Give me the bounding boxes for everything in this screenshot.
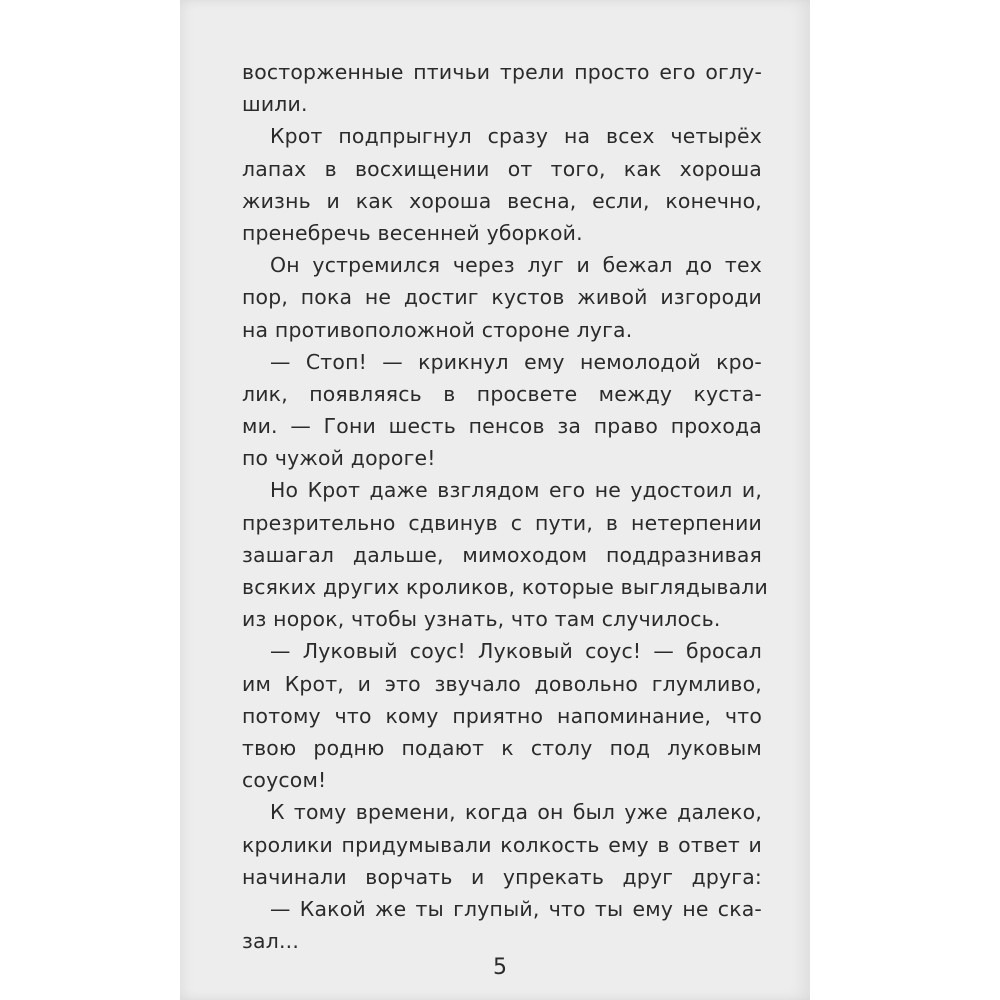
text-line: зашагал дальше, мимоходом поддразнивая [242, 542, 762, 567]
body-text [242, 56, 768, 957]
text-line: — Луковый соус! Луковый соус! — бросал [270, 639, 762, 664]
text-line: пор, пока не достиг кустов живой изгороди [242, 285, 762, 310]
text-line: по чужой дороге! [242, 446, 436, 471]
text-line: начинали ворчать и упрекать друг друга: [242, 864, 762, 889]
text-line: — Какой же ты глупый, что ты ему не ска- [270, 896, 762, 921]
text-line: шили. [242, 92, 308, 117]
page-number: 5 [493, 955, 507, 980]
text-line: зал... [242, 929, 300, 954]
text-line: им Крот, и это звучало довольно глумливо, [242, 671, 762, 696]
text-line: всяких других кроликов, которые выглядывали [242, 575, 768, 599]
text-line: пренебречь весенней уборкой. [242, 220, 583, 245]
text-line: потому что кому приятно напоминание, что [242, 703, 762, 728]
text-line: кролики придумывали колкость ему в ответ и [242, 832, 762, 857]
text-line: твою родню подают к столу под луковым [242, 735, 762, 760]
text-line: на противоположной стороне луга. [242, 317, 633, 342]
text-line: — Стоп! — крикнул ему немолодой кро- [270, 349, 762, 374]
text-line: презрительно сдвинув с пути, в нетерпении [242, 510, 762, 535]
text-line: соусом! [242, 768, 327, 793]
text-line: лапах в восхищении от того, как хороша [242, 156, 762, 181]
text-line: Крот подпрыгнул сразу на всех четырёх [270, 124, 762, 149]
text-line: восторженные птичьи трели просто его оглу- [242, 60, 762, 84]
text-line: ми. — Гони шесть пенсов за право прохода [242, 414, 762, 439]
text-line: из норок, чтобы узнать, что там случилось. [242, 607, 721, 632]
text-line: Он устремился через луг и бежал до тех [270, 253, 762, 278]
text-line: К тому времени, когда он был уже далеко, [270, 800, 762, 825]
text-line: лик, появляясь в просвете между куста- [242, 381, 762, 406]
text-line: жизнь и как хороша весна, если, конечно, [242, 188, 762, 213]
text-line: Но Крот даже взглядом его не удостоил и, [270, 478, 762, 503]
